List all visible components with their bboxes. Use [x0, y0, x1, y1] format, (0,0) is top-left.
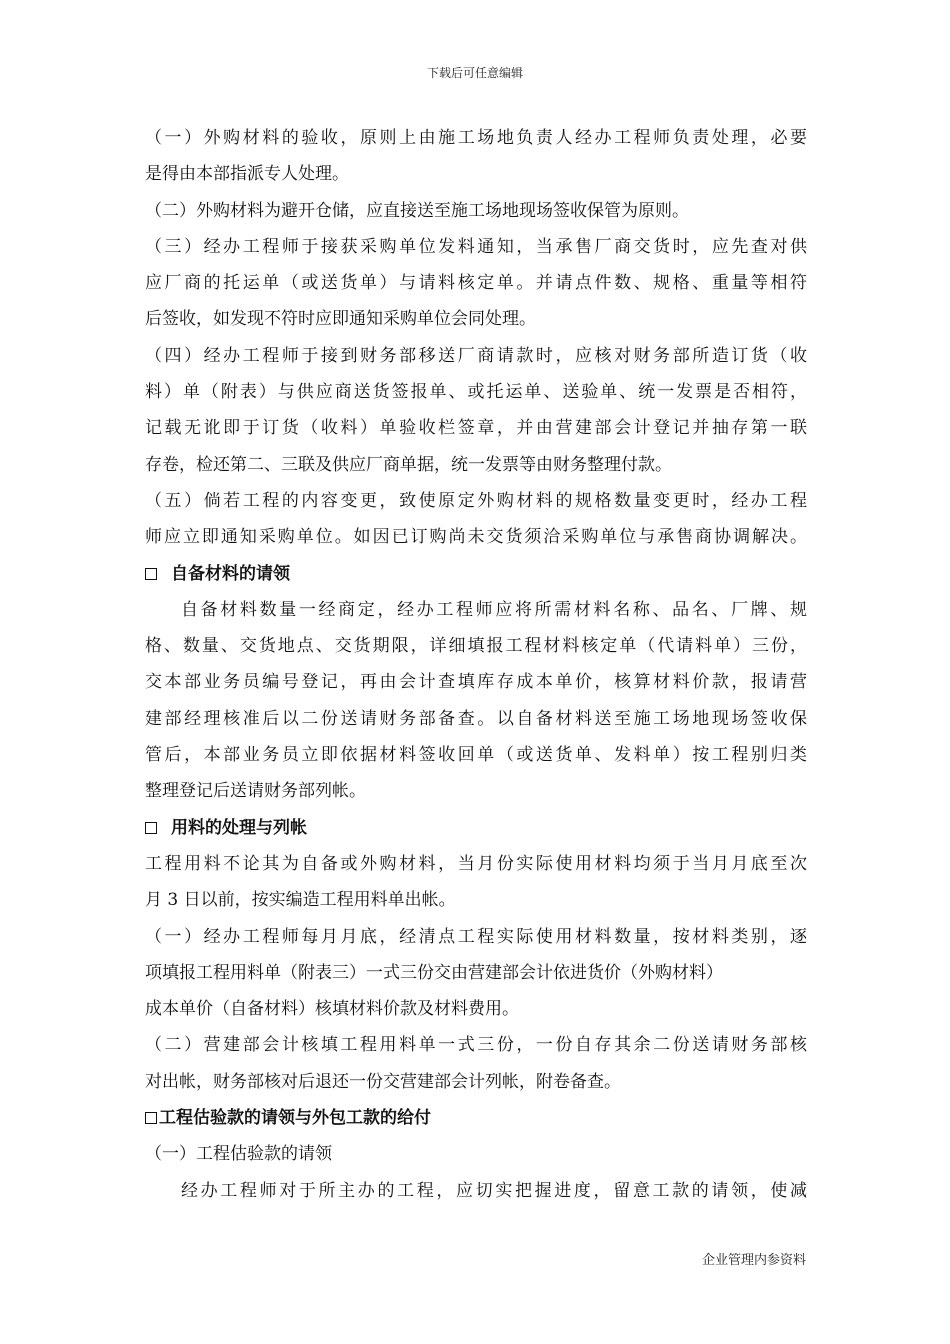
- text-line: 应厂商的托运单（或送货单）与请料核定单。并请点件数、规格、重量等相符: [145, 273, 807, 294]
- text-line: （五）倘若工程的内容变更，致使原定外购材料的规格数量变更时，经办工程: [145, 490, 807, 511]
- document-body: [145, 120, 807, 1209]
- text-line: （二）营建部会计核填工程用料单一式三份，一份自存其余二份送请财务部核: [145, 1035, 807, 1056]
- text-line: 月 3 日以前，按实编造工程用料单出帐。: [145, 890, 456, 911]
- text-line: 料）单（附表）与供应商送货签报单、或托运单、送验单、统一发票是否相符，: [145, 382, 807, 403]
- text-line: （一）外购材料的验收，原则上由施工场地负责人经办工程师负责处理，必要: [145, 128, 807, 148]
- text-line: 对出帐，财务部核对后退还一份交营建部会计列帐，附卷备查。: [145, 1071, 621, 1092]
- section-heading-text: 工程估验款的请领与外包工款的给付: [159, 1108, 431, 1129]
- checkbox-square-icon: [145, 1112, 157, 1124]
- page-footer: 企业管理内参资料: [701, 1253, 806, 1268]
- text-line: （三）经办工程师于接获采购单位发料通知，当承售厂商交货时，应先查对供: [145, 236, 807, 257]
- text-line: 记载无讹即于订货（收料）单验收栏签章，并由营建部会计登记并抽存第一联: [145, 418, 807, 439]
- text-line: 交本部业务员编号登记，再由会计查填库存成本单价，核算材料价款，报请营: [145, 672, 807, 693]
- checkbox-square-icon: [145, 822, 157, 834]
- text-line: （一）工程估验款的请领: [145, 1144, 332, 1165]
- text-line: 工程用料不论其为自备或外购材料，当月份实际使用材料均须于当月月底至次: [145, 853, 807, 874]
- text-line: （二）外购材料为避开仓储，应直接送至施工场地现场签收保管为原则。: [145, 200, 689, 221]
- text-line: 管后，本部业务员立即依据材料签收回单（或送货单、发料单）按工程别归类: [145, 745, 807, 766]
- page-header: 下载后可任意编辑: [426, 66, 523, 80]
- section-heading: [145, 810, 807, 846]
- section-heading: [145, 1100, 807, 1136]
- section-heading-text: 自备材料的请领: [171, 563, 290, 584]
- text-line: 成本单价（自备材料）核填材料价款及材料费用。: [145, 999, 519, 1020]
- text-line: （一）经办工程师每月月底，经清点工程实际使用材料数量，按材料类别，逐: [145, 926, 807, 947]
- text-line: 后签收，如发现不符时应即通知采购单位会同处理。: [145, 309, 536, 330]
- text-line: 师应立即通知采购单位。如因已订购尚未交货须洽采购单位与承售商协调解决。: [145, 527, 807, 548]
- text-line: 格、数量、交货地点、交货期限，详细填报工程材料核定单（代请料单）三份，: [145, 636, 807, 657]
- section-heading-text: 用料的处理与列帐: [171, 817, 307, 838]
- text-line: 建部经理核准后以二份送请财务部备查。以自备材料送至施工场地现场签收保: [145, 708, 807, 729]
- section-heading: [145, 556, 807, 592]
- text-line: 是得由本部指派专人处理。: [145, 164, 349, 185]
- text-line: （四）经办工程师于接到财务部移送厂商请款时，应核对财务部所造订货（收: [145, 345, 807, 366]
- text-line: 自备材料数量一经商定，经办工程师应将所需材料名称、品名、厂牌、规: [181, 599, 807, 620]
- text-line: 整理登记后送请财务部列帐。: [145, 781, 366, 802]
- text-line: 存卷，检还第二、三联及供应厂商单据，统一发票等由财务整理付款。: [145, 454, 672, 475]
- text-line: 项填报工程用料单（附表三）一式三份交由营建部会计依进货价（外购材料）: [145, 962, 723, 983]
- checkbox-square-icon: [145, 568, 157, 580]
- text-line: 经办工程师对于所主办的工程，应切实把握进度，留意工款的请领，使减: [181, 1180, 807, 1201]
